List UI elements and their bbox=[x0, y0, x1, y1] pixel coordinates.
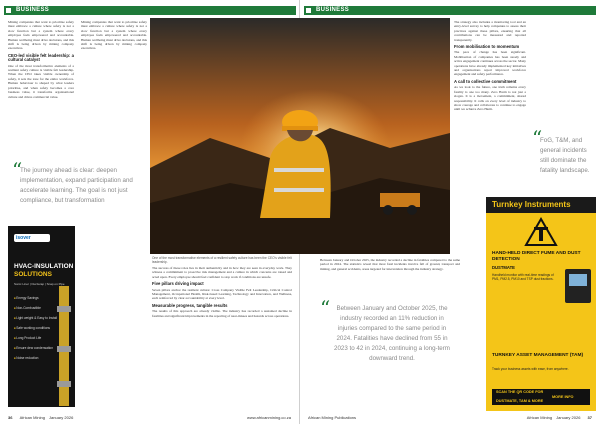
ad-title-line2: SOLUTIONS bbox=[14, 271, 52, 278]
left-footer bbox=[8, 415, 73, 420]
strategy-paragraph: The strategy also includes a monitoring tool and an entry-level survey to help companies to assess their practices against these pillars, ensuring that all contributions can be measured and reported transparently. bbox=[454, 20, 526, 42]
cta-line-2: MORE INFO bbox=[552, 395, 574, 399]
tam-description: Track your business assets with ease, from anywhere. bbox=[492, 367, 569, 371]
ad-bullet: ■ Non-Combustible bbox=[14, 306, 41, 310]
left-column-3 bbox=[152, 266, 292, 318]
commitment-paragraph: As we look to the future, one truth remains every fatality is one too many. Zero Harm is not just a slogan. It is a movement, a commitment, shared responsibility. It calls on every level of industry to show courage and collaborate to continue to engage until we achieve Zero Harm. bbox=[454, 85, 526, 112]
quote-mark-icon: “ bbox=[320, 296, 331, 320]
dustmate-description: Handheld monitor with real-time readings of PM1, PM2.5, PM10 and TSP dust fractions. bbox=[492, 273, 554, 281]
section-header-left-label: BUSINESS bbox=[16, 7, 50, 13]
fume-dust-headline: HAND-HELD DIRECT FUME AND DUST DETECTION bbox=[492, 251, 581, 262]
ceo-paragraph: One of the most transformative elements of a resilient safety culture is visible felt leadership. When the CEO takes visible ownership of safety, it sets the tone for the entire workforce. Human behaviour is shaped by what leaders prioritise, and when safety becomes a core business value, it transforms organisational culture and drives commercial value. bbox=[8, 63, 74, 99]
pull-quote-left: The journey ahead is clear: deepen implementation, expand participation and accelerate learning. The goal is not just compliance, but transformation bbox=[20, 167, 133, 204]
section-header-left bbox=[4, 6, 296, 15]
section-header-right-label: BUSINESS bbox=[316, 7, 350, 13]
footer-magazine-right: African Mining bbox=[526, 415, 553, 420]
isover-logo: isover bbox=[14, 234, 50, 242]
ad-bullet: ■ Ensure dew condensation bbox=[14, 346, 53, 350]
col2-top-paragraph: Mining companies that want to prioritise safety must embrace a culture where safety is not a slow function but a system where every employee feels empowered and accountable. Human wellbeing must drive decisions, and this shift is being driven by mining company executives. bbox=[81, 20, 147, 51]
subhead-measurable-progress: Measurable progress, tangible results bbox=[152, 302, 228, 308]
footer-issue-left: January 2026 bbox=[49, 415, 74, 420]
header-square-icon bbox=[6, 8, 11, 13]
photo-caption: One of the most transformative elements of a resilient safety culture has been the CEO's visible felt leadership. bbox=[152, 256, 292, 264]
section-header-right bbox=[304, 6, 596, 15]
qr-cta-button[interactable] bbox=[492, 389, 590, 405]
ad-title-line1: HVAC-INSULATION bbox=[14, 263, 74, 270]
results-paragraph: The results of this approach are already visible. The industry has recorded a sustained decline in fatalities and significant improvements in the reporting of near-misses and hazards across operations. bbox=[152, 309, 292, 318]
ad-bullet: ■ Long Product Life bbox=[14, 336, 41, 340]
left-column-2-top bbox=[81, 20, 147, 51]
statistics-paragraph: Between January and October 2025, the industry recorded a decline in fatalities compared to the same period in 2024. The statistics reveal that most fatal incidents involve fall of ground, transport and mining, and general accidents, areas targeted for intervention through the industry strategy. bbox=[320, 258, 460, 271]
pipe-illustration-icon bbox=[51, 286, 75, 406]
quote-mark-icon: “ bbox=[12, 158, 23, 182]
ad-bullet: ■ Light weight & Easy to Install bbox=[14, 316, 57, 320]
turnkey-advert[interactable] bbox=[486, 197, 596, 411]
subhead-collective-commitment: A call to collective commitment bbox=[454, 78, 517, 84]
right-column-2 bbox=[320, 258, 460, 271]
footer-issue-right: January 2026 bbox=[556, 415, 581, 420]
footer-magazine-left: African Mining bbox=[19, 415, 45, 420]
footer-url[interactable]: www.africanmining.co.za bbox=[246, 415, 291, 420]
dustmate-device-icon bbox=[565, 269, 591, 303]
tam-headline: TURNKEY ASSET MANAGEMENT (TAM) bbox=[492, 353, 584, 358]
ad-bullet: ■ Safe working conditions bbox=[14, 326, 50, 330]
intro-paragraph: Mining companies that want to prioritise safety must embrace a culture where safety is not a slow function but a system where every employee feels empowered and accountable. Human wellbeing must drive decisions, and this shift is being driven by mining company executives. bbox=[8, 20, 74, 51]
ad-tagline: Sonic Liner | Ductwrap | Snap on Pipe bbox=[14, 282, 65, 286]
header-square-icon bbox=[306, 8, 311, 13]
footer-site: African Mining Publications bbox=[308, 415, 357, 420]
subhead-ceo-leadership: CEO-led visible felt leadership: a cultural catalyst bbox=[8, 52, 74, 63]
sunset-mine-image bbox=[150, 18, 450, 254]
page-number-right: 37 bbox=[587, 415, 592, 420]
pull-quote-statistics: Between January and October 2025, the industry recorded an 11% reduction in injuries compared to the same period in 2024. Fatalities have declined from 55 in 2023 to 42 in 2024, continuing a long-term downward trend. bbox=[334, 305, 450, 362]
pillars-paragraph: Seven pillars anchor the resilient culture: Cross Company Visible Felt Leadership, Critical Control Management, Occupational Health, Risk-based Learning, Technology and Innovation, and Wellness, each reinforced by clear accountability at every level. bbox=[152, 287, 292, 301]
right-column-1 bbox=[454, 20, 526, 112]
right-footer bbox=[527, 415, 592, 420]
turnkey-banner: Turnkey Instruments bbox=[486, 197, 596, 213]
cta-line-3: DUSTMATE, TAM & MORE bbox=[496, 399, 544, 403]
cta-line-1: SCAN THE QR CODE FOR bbox=[496, 390, 544, 394]
success-paragraph: The success of these roles lies in their authenticity and in how they are seen in everyday work. They witness a commitment to proactive risk management and a culture in which concerns are raised and acted upon. Every employee should feel confident to stop work if conditions are unsafe. bbox=[152, 266, 292, 279]
ad-bullet: ■ Noise reduction bbox=[14, 356, 38, 360]
turnkey-logo-icon bbox=[524, 217, 558, 247]
subhead-mobilisation: From mobilisation to momentum bbox=[454, 44, 520, 50]
isover-advert[interactable] bbox=[8, 226, 75, 407]
pull-quote-fatality: FoG, T&M, and general incidents still dominate the fatality landscape. bbox=[540, 137, 590, 174]
mobilisation-paragraph: The pace of change has been significant. Mobilisation of companies has been steady and active engagement continues across the sector. Many operations have already implemented key initiatives and organisations report improved workforce engagement and safety performance. bbox=[454, 50, 526, 77]
mining-worker-photo bbox=[150, 18, 450, 254]
quote-mark-icon: “ bbox=[532, 126, 543, 150]
dustmate-label: DUSTMATE bbox=[492, 265, 515, 270]
subhead-five-pillars: Five pillars driving impact bbox=[152, 281, 204, 287]
left-column-1 bbox=[8, 20, 74, 99]
ad-bullet: ■ Energy Savings bbox=[14, 296, 39, 300]
page-number-left: 36 bbox=[8, 415, 13, 420]
